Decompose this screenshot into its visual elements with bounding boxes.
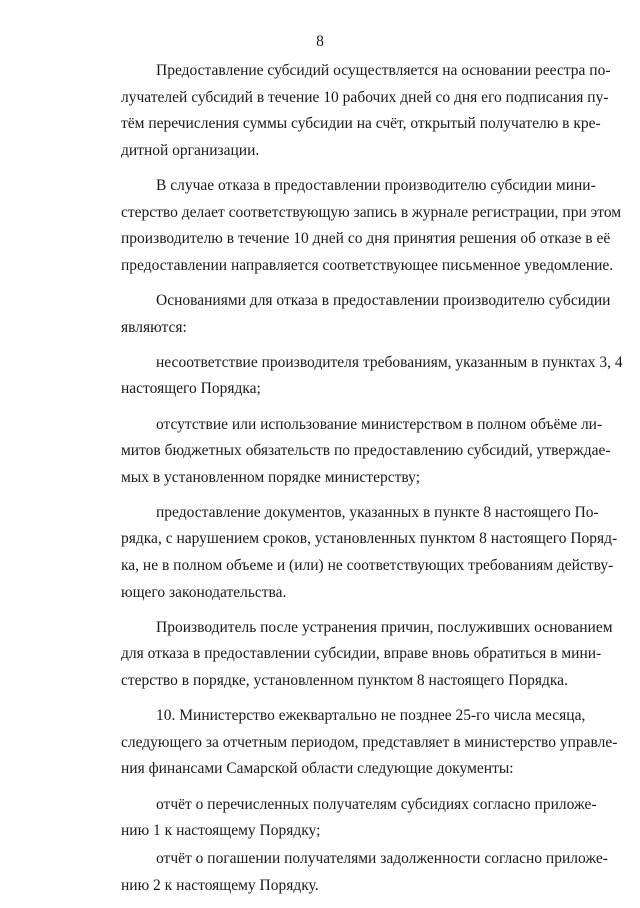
text-line: митов бюджетных обязательств по предоставлению субсидий, утверждае- [121,442,611,460]
paragraph-report-debt-repayment [86,846,608,899]
paragraph-refusal-grounds [86,288,611,341]
paragraph-ground-documents [86,500,618,606]
paragraph-item-10 [86,703,618,783]
text-line: Предоставление субсидий осуществляется на основании реестра по- [156,62,611,79]
text-line: стерство в порядке, установленном пунктом 8 настоящего Порядка. [121,672,568,690]
text-line: нию 1 к настоящему Порядку; [121,822,321,840]
text-line: отсутствие или использование министерством в полном объёме ли- [156,415,603,433]
text-line: предоставлении направляется соответствующее письменное уведомление. [121,256,614,274]
text-line: В случае отказа в предоставлении производителю субсидии мини- [156,176,596,194]
text-line: отчёт о перечисленных получателям субсидиях согласно приложе- [156,795,597,813]
text-line: предоставление документов, указанных в пункте 8 настоящего По- [156,503,599,521]
paragraph-subsidy-provision [86,58,611,164]
text-line: ния финансами Самарской области следующие документы: [121,760,514,778]
page-number: 8 [316,33,324,50]
document-body [86,58,623,908]
text-line: тём перечисления суммы субсидии на счёт, открытый получателю в кре- [121,115,601,133]
text-line: ка, не в полном объеме и (или) не соответствующих требованиям действу- [121,557,614,575]
text-line: стерство делает соответствующую запись в журнале регистрации, при этом [121,203,622,221]
text-line: рядка, с нарушением сроков, установленных пунктом 8 настоящего Поряд- [121,530,618,548]
text-line: настоящего Порядка; [121,380,261,398]
text-line: 10. Министерство ежеквартально не позднее 25-го числа месяца, [156,707,586,725]
text-line: дитной организации. [121,141,260,159]
text-line: производителю в течение 10 дней со дня принятия решения об отказе в её [121,230,611,248]
text-line: являются: [121,318,187,336]
text-line: ющего законодательства. [121,583,287,601]
paragraph-refusal-notice [86,173,622,279]
text-line: Основаниями для отказа в предоставлении производителю субсидии [156,291,611,309]
text-line: нию 2 к настоящему Порядку. [121,876,319,894]
paragraph-ground-noncompliance [86,350,623,403]
paragraph-reapplication [86,615,613,695]
text-line: Производитель после устранения причин, послуживших основанием [156,618,613,636]
paragraph-ground-budget-limits [86,412,611,492]
text-line: мых в установленном порядке министерству; [121,468,420,486]
text-line: следующего за отчетным периодом, представляет в министерство управле- [121,733,618,751]
text-line: лучателей субсидий в течение 10 рабочих дней со дня его подписания пу- [121,88,609,106]
paragraph-report-transfers [86,792,597,845]
text-line: для отказа в предоставлении субсидии, вправе вновь обратиться в мини- [121,645,602,663]
text-line: отчёт о погашении получателями задолженности согласно приложе- [156,850,608,868]
text-line: несоответствие производителя требованиям, указанным в пунктах 3, 4 [156,353,623,371]
